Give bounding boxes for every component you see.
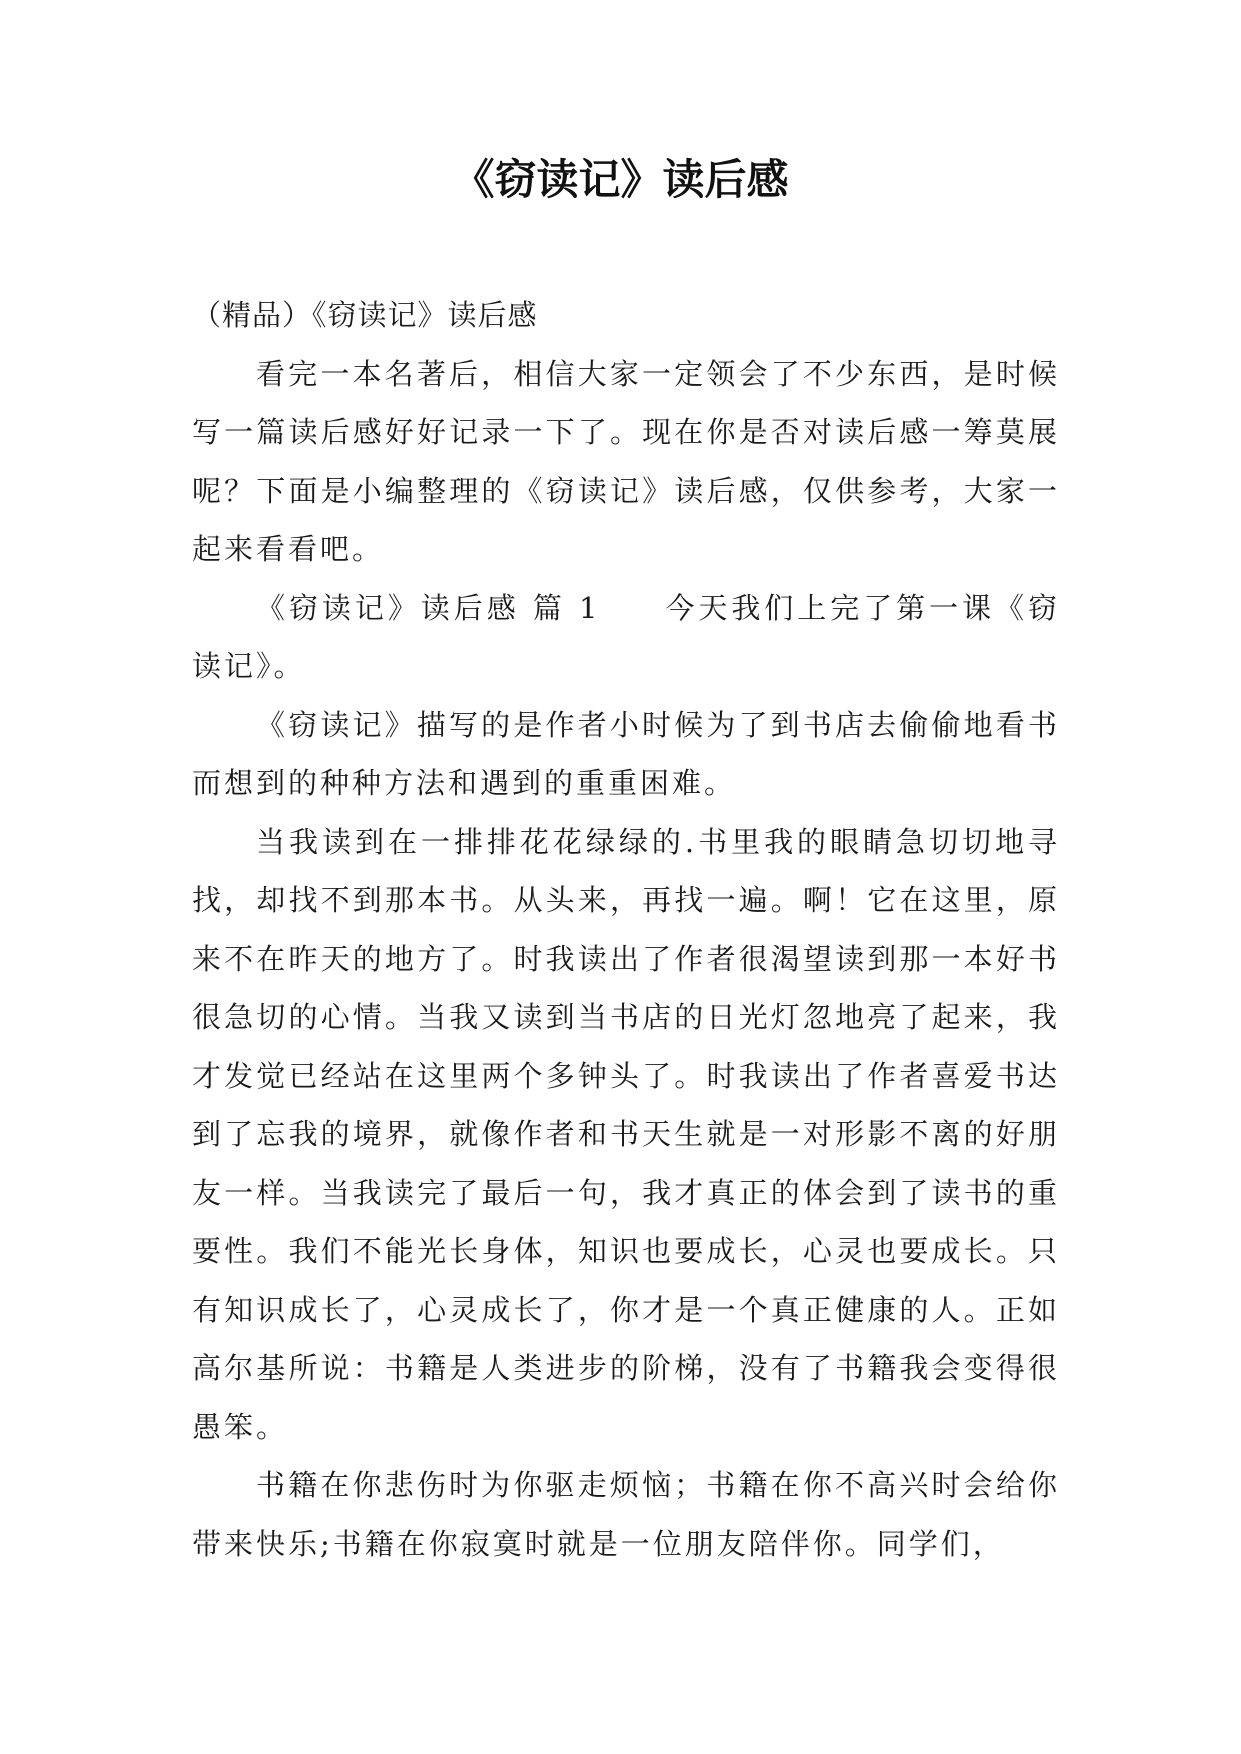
section-heading: 《窃读记》读后感 篇 1 [256, 590, 601, 625]
paragraph-summary: 《窃读记》描写的是作者小时候为了到书店去偷偷地看书而想到的种种方法和遇到的重重困难。 [192, 707, 1060, 800]
paragraph-reflection: 当我读到在一排排花花绿绿的.书里我的眼睛急切切地寻找，却找不到那本书。从头来，再找一遍。啊！它在这里，原来不在昨天的地方了。时我读出了作者很渴望读到那一本好书很急切的心情。当我又读到当书店的日光灯忽地亮了起来，我才发觉已经站在这里两个多钟头了。时我读出了作者喜爱书达到了忘我的境界，就像作者和书天生就是一对形影不离的好朋友一样。当我读完了最后一句，我才真正的体会到了读书的重要性。我们不能光长身体，知识也要成长，心灵也要成长。只有知识成长了，心灵成长了，你才是一个真正健康的人。正如高尔基所说：书籍是人类进步的阶梯，没有了书籍我会变得很愚笨。 [192, 824, 1060, 1444]
section-text: 今天我们上完了第一课《窃读记》。 [192, 590, 1060, 683]
document-title: 《窃读记》读后感 [452, 155, 789, 204]
document-subtitle: （精品）《窃读记》读后感 [192, 298, 538, 332]
paragraph-books: 书籍在你悲伤时为你驱走烦恼；书籍在你不高兴时会给你带来快乐;书籍在你寂寞时就是一位朋友陪伴你。同学们， [192, 1468, 1060, 1561]
paragraph-intro: 看完一本名著后，相信大家一定领会了不少东西，是时候写一篇读后感好好记录一下了。现在你是否对读后感一筹莫展呢？下面是小编整理的《窃读记》读后感，仅供参考，大家一起来看看吧。 [192, 356, 1060, 566]
section-paragraph [192, 579, 1060, 696]
document-body [192, 286, 1060, 1573]
